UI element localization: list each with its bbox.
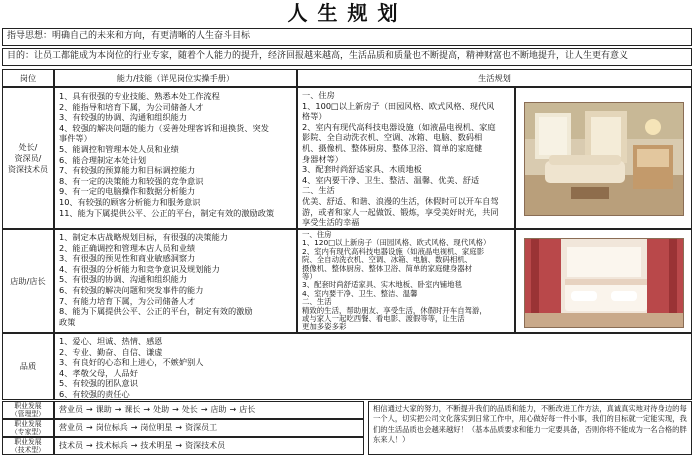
life-plan-item: 身器材等） [302, 153, 343, 164]
header-life: 生活规划 [297, 69, 692, 87]
career-step: 处长 [181, 405, 198, 414]
life-plan-item: 更加多姿多彩 [302, 322, 347, 332]
career-label-technical: 职业发展 （技术型） [2, 437, 54, 455]
purpose-statement: 目的：让员工都能成为本岗位的行业专家，随着个人能力的提升，经济回报越来越高，生活品质和质量也不断提高，精神财富也不断地提升，让人生更有意义 [2, 48, 692, 66]
life-plan-item: 一、住房 [302, 230, 332, 239]
ability-item: 11、能为下属提供公平、公正的平台，制定有效的激励政策 [59, 207, 275, 218]
closing-note: 相信通过大家的努力，不断提升我们的品质和能力，不断改进工作方法，真诚真实地对待身边的每一个人，切实把公司文化落实到日常工作中，用心做好每一件小事，我们的目标就一定能实现，我们的生活品质也会越来越好！（基本品质要求和能力一定要具备，否则你将不能成为一名合格的胖东来人！） [368, 401, 692, 455]
ability-item: 7、有较强的预算能力和目标调控能力 [59, 165, 196, 176]
abilities-section-chief [54, 87, 297, 229]
arrow-right-icon: → [200, 405, 208, 414]
career-step: 营业员 [59, 423, 83, 432]
career-label-management: 职业发展 （管理型） [2, 401, 54, 419]
header-position: 岗位 [2, 69, 54, 87]
bedroom-photo [524, 238, 684, 328]
arrow-right-icon: → [114, 405, 122, 414]
life-plan-item: 院、全自动洗衣机、空调、冰箱、电脑、数码相机、 [302, 255, 472, 265]
header-ability: 能力/技能（详见岗位实操手册） [54, 69, 297, 87]
career-label-expert: 职业发展 （专家型） [2, 419, 54, 437]
life-plan-item: 游，或者和家人一起做饭、锻炼，享受美好时光，共同 [302, 206, 499, 217]
ability-item: 8、能为下属提供公平、公正的平台，制定有效的激励 [59, 306, 253, 317]
career-step: 技术明星 [140, 441, 173, 450]
life-plan-item: 精致的生活，帮助朋友、享受生活，休假时开车自驾游， [302, 305, 487, 315]
ability-item: 1、制定本店战略规划目标，有很强的决策能力 [59, 232, 228, 242]
arrow-right-icon: → [86, 405, 93, 414]
career-step: 技术标兵 [95, 441, 128, 450]
arrow-right-icon: → [175, 423, 183, 432]
life-plan-item: 二、生活 [302, 185, 335, 196]
quality-label: 品质 [2, 333, 54, 400]
quality-item: 2、专业、勤奋、自信、谦虚 [59, 346, 163, 357]
life-plan-item: 3、配套时尚舒适家具、实木地板、卧室内铺地毯 [302, 280, 462, 290]
life-plan-item: 4、室内要干净、卫生、整洁、温馨、优美、舒适 [302, 174, 480, 185]
career-step: 课长 [124, 405, 141, 414]
career-step: 营业员 [59, 405, 83, 414]
life-plan-item: 机、摄像机、整体厨房、整体卫浴、简单的家庭健 [302, 142, 483, 153]
life-plan-item: 3、配套时尚舒适家具、木质地板 [302, 164, 422, 175]
career-path-management [54, 401, 364, 419]
abilities-store-manager [54, 229, 297, 333]
ability-item: 6、有较强的解决问题和突发事件的能力 [59, 284, 204, 295]
career-step: 处助 [153, 405, 170, 414]
ability-item: 5、有很强的协调、沟通和组织能力 [59, 274, 188, 285]
position-section-chief: 处长/ 资深员/ 资深技术员 [2, 87, 54, 229]
arrow-right-icon: → [229, 405, 237, 414]
ability-item: 8、有一定的决策能力和较强的竞争意识 [59, 175, 204, 186]
ability-item: 2、能正确调控和管理本店人员和业绩 [59, 242, 196, 253]
quality-requirements [54, 333, 692, 400]
guiding-thought: 指导思想：明确自己的未来和方向，有更清晰的人生奋斗目标 [2, 28, 692, 46]
life-plan-item: 或与家人一起吃西餐、看电影、渡假等等，让生活 [302, 314, 465, 324]
career-step: 资深技术员 [185, 441, 226, 450]
page-title: 人生规划 [287, 1, 408, 25]
life-plan-item: 影院、全自动洗衣机、空调、冰箱、电脑、数码相 [302, 132, 483, 143]
life-plan-item: 2、室内有现代高科技电器设施（如液晶电视机、家庭影 [302, 246, 485, 256]
arrow-right-icon: → [86, 441, 93, 450]
life-plan-item: 摄像机、整体厨房、整体卫浴、简单的家庭健身器材 [302, 263, 472, 273]
arrow-right-icon: → [175, 441, 183, 450]
career-step: 岗位明星 [140, 423, 173, 432]
life-plan-item: 二、生活 [302, 297, 332, 307]
arrow-right-icon: → [172, 405, 179, 414]
life-photo-cell-2 [515, 229, 692, 333]
ability-item: 5、能调控和管理本处人员和业绩 [59, 143, 179, 154]
life-plan-store-manager [297, 229, 515, 333]
career-step: 课助 [95, 405, 112, 414]
ability-item: 2、能指导和培育下属，为公司储备人才 [59, 101, 204, 112]
ability-item: 1、具有很强的专业技能、熟悉本处工作流程 [59, 91, 220, 101]
ability-item: 9、有一定的电脑操作和数据分析能力 [59, 186, 196, 197]
life-plan-item: 享受生活的幸福 [302, 217, 360, 228]
arrow-right-icon: → [130, 441, 138, 450]
career-step: 资深员工 [185, 423, 218, 432]
life-plan-item: 2、室内有现代高科技电器设施（如液晶电视机、家庭 [302, 121, 496, 132]
living-room-photo [524, 102, 684, 216]
career-path-expert [54, 419, 364, 437]
life-photo-cell-1 [515, 87, 692, 229]
quality-item: 4、孝敬父母，人品好 [59, 367, 138, 378]
ability-item: 7、有能力培育下属，为公司储备人才 [59, 295, 196, 306]
ability-item: 3、有较强的协调、沟通和组织能力 [59, 112, 188, 123]
career-step: 店长 [239, 405, 256, 414]
career-path-technical [54, 437, 364, 455]
career-step: 店助 [210, 405, 227, 414]
ability-item: 4、有很强的分析能力和竞争意识及规划能力 [59, 263, 220, 274]
life-plan-section-chief [297, 87, 515, 229]
life-plan-item: 优美、舒适、和谐、浪漫的生活，休假时可以开车自驾 [302, 195, 499, 206]
quality-item: 5、有较强的团队意识 [59, 378, 138, 389]
arrow-right-icon: → [86, 423, 93, 432]
life-plan-item: 4、室内要干净、卫生、整洁、温馨 [302, 288, 418, 298]
life-plan-item: 格等） [302, 111, 327, 122]
ability-item: 10、有较强的顾客分析能力和服务意识 [59, 196, 201, 207]
ability-item: 事件等） [59, 133, 92, 144]
life-plan-item: 1、100□以上新房子（田园风格、欧式风格、现代风 [302, 100, 495, 111]
ability-item: 4、较强的解决问题的能力（妥善处理客诉和退换货、突发 [59, 122, 269, 133]
quality-item: 1、爱心、坦诚、热情、感恩 [59, 336, 163, 346]
quality-item: 3、有良好的心态和上进心，不嫉妒别人 [59, 357, 204, 368]
ability-item: 6、能合理制定本处计划 [59, 154, 147, 165]
arrow-right-icon: → [130, 423, 138, 432]
life-plan-item: 1、120□以上新房子（田园风格、欧式风格、现代风格） [302, 238, 491, 248]
career-step: 技术员 [59, 441, 83, 450]
arrow-right-icon: → [143, 405, 151, 414]
ability-item: 3、有很强的预见性和商业敏感洞察力 [59, 253, 196, 264]
life-plan-item: 一、住房 [302, 90, 335, 100]
quality-item: 6、有较强的责任心 [59, 388, 130, 399]
career-step: 岗位标兵 [95, 423, 128, 432]
position-store-manager: 店助/店长 [2, 229, 54, 333]
ability-item: 政策 [59, 316, 76, 327]
life-plan-item: 等） [302, 272, 317, 282]
